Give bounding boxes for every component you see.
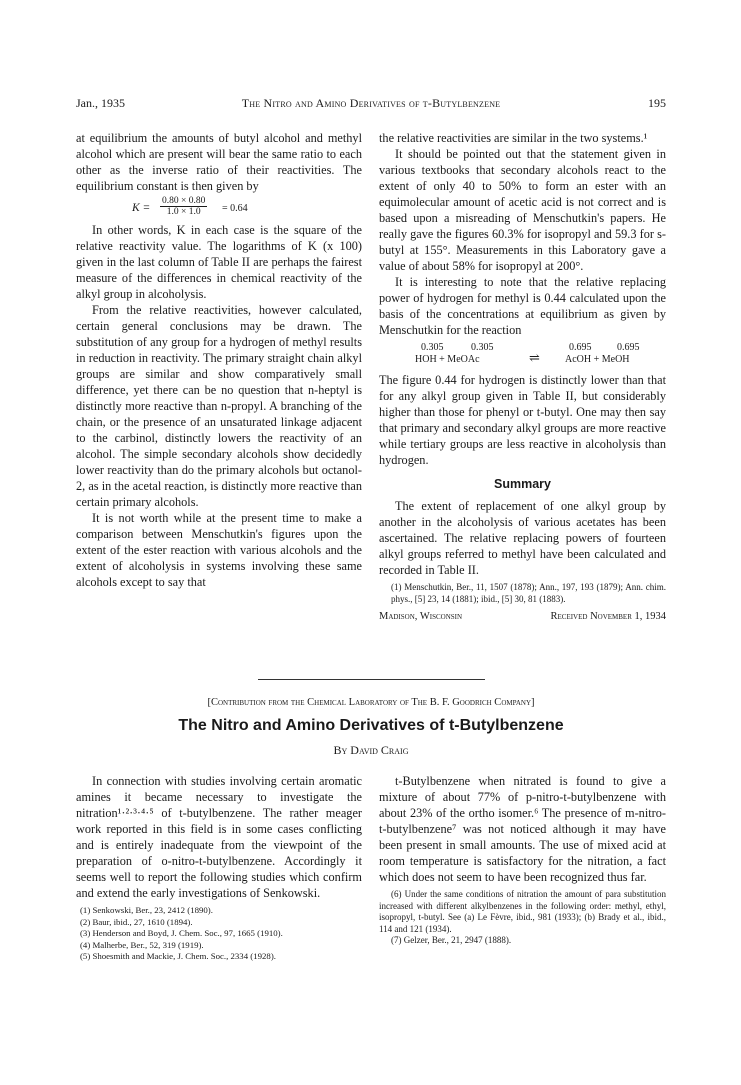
equilibrium-arrow-icon: ⇌ (529, 350, 540, 365)
location: Madison, Wisconsin (379, 611, 463, 622)
footnote: (1) Menschutkin, Ber., 11, 1507 (1878); Ann., 197, 193 (1879); Ann. chim. phys., [5] 23, 14 (1881); ibid., [5] 30, 81 (1883). (391, 582, 666, 604)
footnotes (76, 905, 362, 963)
paragraph: It is not worth while at the present time to make a comparison between Menschutkin's figures upon the extent of the ester reaction with various alcohols and the extent of alcoholysis in systems involving these same alcohols except to say that (76, 511, 362, 589)
concentration-hoh: 0.305 (421, 342, 444, 353)
header-title: The Nitro and Amino Derivatives of t-Butylbenzene (241, 96, 501, 110)
equation-fraction (160, 196, 207, 217)
equilibrium-equation (76, 196, 362, 218)
left-column (76, 130, 362, 590)
running-header (76, 96, 666, 112)
footnote: (5) Shoesmith and Mackie, J. Chem. Soc., 2334 (1928). (80, 951, 276, 962)
equation-result: = 0.64 (222, 203, 248, 214)
page-number: 195 (648, 96, 666, 110)
paragraph: In connection with studies involving certain aromatic amines it became necessary to investigate the nitration¹·²·³·⁴·⁵ of t-butylbenzene. The rather meager work reported in this field is in some cases conflicting and is entirely inadequate from the viewpoint of the preparation of o-nitro-t-butylbenzene. Accordingly it seems well to report the following studies which confirm and extend the early investigations of Senkowski. (76, 774, 362, 900)
concentration-meoac: 0.305 (471, 342, 494, 353)
paragraph: the relative reactivities are similar in the two systems.¹ (379, 131, 648, 145)
contribution-line: [Contribution from the Chemical Laboratory of The B. F. Goodrich Company] (207, 697, 535, 708)
paragraph: t-Butylbenzene when nitrated is found to give a mixture of about 77% of p-nitro-t-butylbenzene with about 23% of the ortho isomer.⁶ The presence of m-nitro-t-butylbenzene⁷ was not noticed although it may have been present in small amounts. The use of mixed acid at room temperature is satisfactory for the nitration, a fact which does not seem to have been recognized thus far. (379, 774, 666, 884)
paragraph: It is interesting to note that the relative replacing power of hydrogen for methyl is 0.44 calculated upon the basis of the concentrations at equilibrium as given by Menschutkin for the reaction (379, 275, 666, 337)
footnote: (1) Senkowski, Ber., 23, 2412 (1890). (80, 905, 213, 915)
paragraph: The figure 0.44 for hydrogen is distinctly lower than that for any alkyl group given in Table II, but considerably higher than those for phenyl or t-butyl. One may then say that primary and secondary alkyl groups are more reactive while tertiary groups are less reactive in alcoholysis than hydrogen. (379, 373, 666, 467)
article-right-column (379, 773, 666, 947)
article-title: The Nitro and Amino Derivatives of t-Butylbenzene (178, 717, 564, 734)
footnote: (3) Henderson and Boyd, J. Chem. Soc., 97, 1665 (1910). (80, 928, 283, 939)
summary-paragraph: The extent of replacement of one alkyl group by another in the alcoholysis of various acetates has been ascertained. The relative replacing powers of fourteen alkyl groups referred to methyl have been calculated and recorded in Table II. (379, 499, 666, 577)
paragraph: In other words, K in each case is the square of the relative reactivity value. The logarithms of K (x 100) given in the last column of Table II are perhaps the fairest measure of the differences in chemical reactivity of the alkyl group in alcoholysis. (76, 223, 362, 301)
footnote: (7) Gelzer, Ber., 21, 2947 (1888). (391, 935, 512, 945)
header-date: Jan., 1935 (76, 96, 125, 110)
footnote: (4) Malherbe, Ber., 52, 319 (1919). (80, 939, 204, 950)
summary-heading: Summary (494, 477, 551, 491)
signature-line (379, 609, 666, 623)
equation-lhs: K = (132, 202, 151, 214)
paragraph: It should be pointed out that the statement given in various textbooks that secondary alcohols react to the extent of only 40 to 50% to form an ester with an equimolecular amount of acetic acid is not correct and is based upon a misreading of Menschutkin's papers. He really gave the figures 60.3% for isopropyl and 59.3 for s-butyl at 155°. Measurements in this Laboratory gave a value of about 58% for isopropyl at 200°. (379, 147, 666, 273)
section-divider (258, 679, 485, 680)
fraction-denominator: 1.0 × 1.0 (166, 207, 201, 217)
products: AcOH + MeOH (565, 354, 630, 365)
article-byline: By David Craig (333, 743, 409, 757)
concentration-acoh: 0.695 (569, 342, 592, 353)
received-date: Received November 1, 1934 (550, 611, 666, 622)
reactants: HOH + MeOAc (415, 354, 480, 365)
concentration-meoh: 0.695 (617, 342, 640, 353)
paragraph: From the relative reactivities, however calculated, certain general conclusions may be drawn. The substitution of any group for a hydrogen of methyl results in reduction in reactivity. The primary straight chain alkyl groups are similar and show comparatively small difference, yet there can be no question that n-heptyl is distinctly more reactive than n-propyl. A branching of the chain, or the presence of an unsaturated linkage adjacent to the carbinol, distinctly lowers the reactivity of an alcohol. The simple secondary alcohols show decidedly lower reactivity than do the primary alcohols but octanol-2, as in the acetal reaction, is distinctly more reactive than certain primary alcohols. (76, 303, 362, 509)
fraction-numerator: 0.80 × 0.80 (162, 196, 206, 206)
right-column (379, 130, 666, 623)
footnote: (2) Baur, ibid., 27, 1610 (1894). (80, 916, 193, 927)
article-left-column (76, 773, 362, 963)
footnote: (6) Under the same conditions of nitration the amount of para substitution increased with different alkylbenzenes in the following order: methyl, ethyl, isopropyl, t-butyl. See (a) Le Fèvre, ibid., 981 (1933); (b) Brady et al., ibid., 114 and 121 (1934). (379, 889, 666, 934)
paragraph: at equilibrium the amounts of butyl alcohol and methyl alcohol which are present will bear the same ratio to each other as the inverse ratio of their reactivities. The equilibrium constant is then given by (76, 131, 362, 193)
reaction-equation (379, 340, 666, 370)
